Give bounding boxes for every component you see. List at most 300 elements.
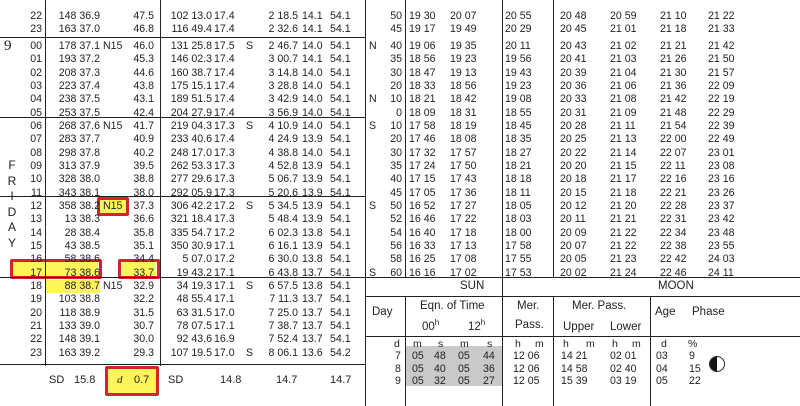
cell-t1: 16 40 [409, 226, 436, 239]
cell-ghm: 350 30.9 [170, 239, 212, 252]
unit-m1: m [413, 338, 422, 350]
cell-dec: 6 16.1 [268, 239, 298, 252]
daily-cell-day: 7 [395, 350, 401, 362]
cell-gha: 43 38.5 [64, 239, 100, 252]
cell-t1: 16 25 [409, 253, 436, 266]
cell-h: 22 [30, 10, 42, 22]
cell-hp: 54.1 [330, 333, 351, 346]
cell-v: 17.1 [214, 239, 235, 252]
cell-m1: 20 31 [560, 106, 587, 119]
daily-cell-day: 8 [395, 362, 401, 375]
cell-m2: 21 15 [610, 159, 637, 172]
cell-ghm: 92 43.6 [176, 333, 212, 346]
sd-sun-value: 15.8 [74, 374, 96, 386]
cell-ghm: 306 42.2 [170, 200, 212, 212]
cell-dec: 6 43.8 [268, 266, 298, 279]
cell-t3: 18 27 [505, 146, 532, 159]
daily-cell-age: 03 [656, 350, 668, 362]
cell-v: 17.4 [214, 23, 235, 36]
cell-ghm: 48 55.4 [176, 293, 212, 306]
cell-m1: 20 18 [560, 173, 587, 186]
cell-s: S [246, 120, 254, 132]
cell-h: 16 [30, 253, 42, 266]
hour-row [0, 53, 800, 67]
cell-m3: 22 38 [660, 239, 687, 252]
cell-m4: 23 16 [708, 173, 735, 186]
daily-cell-e0m: 05 [412, 362, 424, 375]
cell-v: 17.0 [214, 306, 235, 319]
cell-ghm: 262 53.3 [170, 159, 212, 172]
cell-dec: 2 46.7 [268, 40, 298, 52]
cell-t3: 19 23 [505, 79, 532, 92]
cell-h: 09 [30, 159, 42, 172]
cell-m4: 23 08 [708, 159, 735, 172]
cell-m4: 24 03 [708, 253, 735, 266]
cell-hp: 54.1 [330, 306, 351, 319]
cell-hp: 54.1 [330, 66, 351, 79]
cell-d: 30.7 [133, 319, 154, 332]
cell-m2: 21 04 [610, 66, 637, 79]
cell-t3: 19 56 [505, 53, 532, 66]
cell-h: 04 [30, 93, 42, 106]
cell-t1: 19 06 [409, 40, 436, 52]
cell-gha: 313 37.9 [58, 159, 100, 172]
cell-t2: 19 13 [450, 66, 477, 79]
cell-m4: 21 50 [708, 53, 735, 66]
cell-dd: 13.9 [302, 173, 323, 186]
cell-dec: 6 30.0 [268, 253, 298, 266]
cell-m3: 21 26 [660, 53, 687, 66]
cell-s: S [246, 40, 254, 52]
cell-v: 17.3 [214, 120, 235, 132]
cell-m3: 21 18 [660, 23, 687, 36]
unit-day: d [394, 338, 400, 350]
cell-v: 17.0 [214, 346, 235, 359]
cell-m1: 20 43 [560, 40, 587, 52]
hour-row [0, 267, 800, 281]
cell-ghm: 233 40.6 [170, 133, 212, 146]
cell-d: 45.3 [133, 53, 154, 66]
cell-t1: 17 24 [409, 159, 436, 172]
cell-hp: 54.1 [330, 120, 351, 132]
cell-m2: 21 06 [610, 79, 637, 92]
day-header: Day [372, 306, 393, 318]
cell-gha: 298 37.8 [58, 146, 100, 159]
cell-ghm: 5 07.0 [182, 253, 212, 266]
cell-v: 17.1 [214, 319, 235, 332]
hour-row [0, 40, 800, 54]
cell-t2: 17 13 [450, 239, 477, 252]
cell-lat: 56 [390, 239, 402, 252]
cell-ghm: 78 07.5 [176, 319, 212, 332]
cell-m2: 21 22 [610, 239, 637, 252]
cell-ghm: 19 43.2 [176, 266, 212, 279]
cell-dec: 8 06.1 [268, 346, 298, 359]
cell-lat: 30 [390, 66, 402, 79]
cell-hp: 54.1 [330, 186, 351, 199]
cell-d: 47.5 [133, 10, 154, 22]
cell-hp: 54.1 [330, 53, 351, 66]
unit-m3: m [535, 338, 544, 350]
cell-dd: 14.1 [302, 23, 323, 36]
cell-dec: 4 10.9 [268, 120, 298, 132]
cell-h: 21 [30, 319, 42, 332]
cell-t1: 19 17 [409, 23, 436, 36]
cell-d: 43.8 [133, 79, 154, 92]
hour-row [0, 240, 800, 254]
cell-t2: 17 08 [450, 253, 477, 266]
cell-h: 02 [30, 66, 42, 79]
cell-lat: 52 [390, 213, 402, 226]
upper-header: Upper [563, 321, 595, 333]
cell-m1: 20 33 [560, 93, 587, 106]
cell-d: 36.6 [133, 213, 154, 226]
cell-m2: 21 17 [610, 173, 637, 186]
hour-row [0, 107, 800, 121]
cell-d: 40.9 [133, 133, 154, 146]
cell-d: 32.9 [133, 280, 154, 292]
cell-ghm: 160 38.7 [170, 66, 212, 79]
hour-row [0, 253, 800, 267]
sd-label: SD [49, 374, 65, 386]
cell-gha: 178 37.1 [58, 40, 100, 52]
cell-dec: 6 57.5 [268, 280, 298, 292]
daily-cell-lo: 02 01 [610, 350, 637, 362]
age-header: Age [655, 306, 676, 318]
cell-dd: 13.9 [302, 186, 323, 199]
daily-cell-lo: 03 19 [610, 375, 637, 387]
cell-gha: 238 37.5 [58, 93, 100, 106]
cell-m1: 20 25 [560, 133, 587, 146]
cell-d: 38.8 [133, 173, 154, 186]
cell-m4: 23 01 [708, 146, 735, 159]
daily-cell-e12m: 05 [458, 362, 470, 375]
cell-lat: 40 [390, 173, 402, 186]
cell-t3: 20 11 [505, 40, 531, 52]
cell-v: 17.2 [214, 200, 235, 212]
cell-dec: 5 06.7 [268, 173, 298, 186]
sd-moon-2: 14.7 [276, 374, 298, 386]
cell-gha: 148 39.1 [58, 333, 100, 346]
daily-cell-e0s: 32 [434, 375, 446, 387]
cell-t3: 18 03 [505, 213, 532, 226]
cell-m1: 20 09 [560, 226, 587, 239]
cell-dd: 14.0 [302, 93, 323, 106]
cell-ghm: 107 19.5 [170, 346, 212, 359]
cell-ghm: 116 49.4 [171, 23, 212, 36]
cell-d: 39.5 [133, 159, 154, 172]
cell-m4: 21 22 [708, 10, 735, 22]
daily-cell-mer: 12 05 [513, 375, 540, 387]
cell-m3: 22 00 [660, 133, 687, 146]
cell-h: 14 [30, 226, 42, 239]
daily-cell-lo: 02 40 [610, 362, 637, 375]
hour-row [0, 67, 800, 81]
unit-h3: h [612, 338, 618, 350]
cell-dd: 13.8 [302, 226, 323, 239]
cell-v: 17.5 [214, 40, 235, 52]
cell-m4: 23 48 [708, 226, 735, 239]
moon-mer-pass-header: Mer. Pass. [572, 300, 627, 312]
cell-t2: 17 22 [450, 213, 477, 226]
daily-cell-up: 14 58 [561, 362, 588, 375]
hour-row [0, 293, 800, 307]
cell-v: 17.4 [214, 66, 235, 79]
cell-t3: 17 55 [505, 253, 532, 266]
cell-t3: 18 18 [505, 173, 532, 186]
cell-m3: 22 07 [660, 146, 687, 159]
cell-dec: 3 00.7 [268, 53, 298, 66]
cell-m3: 21 10 [660, 10, 687, 22]
cell-lat: 10 [390, 93, 402, 106]
cell-hp: 54.1 [330, 200, 351, 212]
cell-t2: 17 36 [450, 186, 477, 199]
cell-lat: 50 [390, 200, 402, 212]
hour-row [0, 213, 800, 227]
cell-m1: 20 39 [560, 66, 587, 79]
cell-dd: 13.8 [302, 253, 323, 266]
cell-dec: 3 28.8 [268, 79, 298, 92]
cell-dd: 13.9 [302, 213, 323, 226]
cell-lat: 50 [390, 10, 402, 22]
hour-row [0, 80, 800, 94]
cell-t1: 18 47 [409, 66, 436, 79]
cell-lat: 45 [390, 23, 402, 36]
cell-lat: 35 [390, 159, 402, 172]
cell-v: 17.4 [214, 10, 235, 22]
cell-m3: 22 31 [660, 213, 687, 226]
cell-dec: 2 18.5 [268, 10, 298, 22]
cell-t1: 17 05 [409, 186, 436, 199]
cell-dec: 2 32.6 [268, 23, 298, 36]
cell-h: 13 [30, 213, 42, 226]
d-label: d [117, 374, 123, 386]
lower-header: Lower [610, 321, 642, 333]
cell-t3: 18 45 [505, 120, 532, 132]
cell-n: N15 [103, 200, 123, 212]
cell-dec: 6 02.3 [268, 226, 298, 239]
daily-cell-up: 14 21 [561, 350, 588, 362]
cell-v: 17.4 [214, 93, 235, 106]
cell-t2: 20 07 [450, 10, 477, 22]
cell-lat: 0 [396, 106, 402, 119]
cell-ghm: 292 05.9 [170, 186, 212, 199]
cell-m1: 20 45 [560, 23, 587, 36]
cell-m4: 22 09 [708, 79, 735, 92]
cell-hp: 54.1 [330, 173, 351, 186]
cell-dd: 14.0 [302, 146, 323, 159]
cell-m1: 20 12 [560, 200, 587, 212]
cell-ghm: 175 15.1 [170, 79, 212, 92]
cell-gha: 268 37.6 [58, 120, 100, 132]
cell-m1: 20 22 [560, 146, 587, 159]
cell-d: 42.4 [133, 106, 154, 119]
cell-dd: 14.0 [302, 66, 323, 79]
cell-t2: 19 23 [450, 53, 477, 66]
cell-dd: 14.0 [302, 40, 323, 52]
cell-t3: 18 00 [505, 226, 532, 239]
phase-header: Phase [692, 306, 725, 318]
daily-cell-e12s: 44 [483, 350, 495, 362]
cell-h: 01 [30, 53, 42, 66]
unit-h2: h [563, 338, 569, 350]
cell-t2: 18 19 [450, 120, 477, 132]
unit-m2: m [460, 338, 469, 350]
cell-m2: 21 02 [610, 40, 637, 52]
cell-h: 06 [30, 120, 42, 132]
cell-m4: 22 49 [708, 133, 735, 146]
cell-v: 17.3 [214, 159, 235, 172]
cell-dd: 13.7 [302, 333, 323, 346]
hour-row [0, 10, 800, 24]
cell-t3: 18 11 [505, 186, 531, 199]
cell-h: 10 [30, 173, 42, 186]
cell-m1: 20 41 [560, 53, 587, 66]
cell-t3: 18 21 [505, 159, 532, 172]
cell-hp: 54.1 [330, 280, 351, 292]
cell-h: 07 [30, 133, 42, 146]
cell-lp: S [369, 200, 377, 212]
cell-gha: 283 37.7 [58, 133, 100, 146]
cell-t3: 18 55 [505, 106, 532, 119]
cell-d: 32.2 [133, 293, 154, 306]
cell-ghm: 34 19.3 [176, 280, 212, 292]
cell-hp: 54.1 [330, 79, 351, 92]
cell-lp: N [369, 40, 377, 52]
cell-v: 17.1 [214, 293, 235, 306]
cell-v: 17.1 [214, 280, 235, 292]
cell-lat: 10 [390, 120, 402, 132]
cell-h: 15 [30, 239, 42, 252]
hour-row [0, 93, 800, 107]
cell-n: N15 [103, 40, 123, 52]
cell-v: 17.4 [214, 53, 235, 66]
day-letter: A [7, 220, 16, 234]
sd-moon-1: 14.8 [220, 374, 242, 386]
day-number: 9 [4, 38, 12, 54]
cell-t2: 17 50 [450, 159, 477, 172]
cell-h: 03 [30, 79, 42, 92]
hour-row [0, 307, 800, 321]
cell-m4: 22 19 [708, 93, 735, 106]
cell-v: 16.9 [214, 333, 235, 346]
cell-v: 17.1 [214, 266, 235, 279]
cell-n: N15 [103, 280, 123, 292]
cell-gha: 148 36.9 [58, 10, 100, 22]
cell-t2: 18 56 [450, 79, 477, 92]
cell-dec: 7 52.4 [268, 333, 298, 346]
cell-v: 17.4 [214, 106, 235, 119]
cell-m4: 22 39 [708, 120, 735, 132]
hour-row [0, 333, 800, 347]
cell-t1: 16 33 [409, 239, 436, 252]
cell-t1: 16 46 [409, 213, 436, 226]
cell-m2: 21 11 [610, 120, 636, 132]
cell-hp: 54.1 [330, 239, 351, 252]
cell-dec: 3 42.9 [268, 93, 298, 106]
cell-t3: 17 58 [505, 239, 532, 252]
daily-cell-pct: 9 [689, 350, 695, 362]
cell-dec: 3 56.9 [268, 106, 298, 119]
cell-h: 00 [30, 40, 42, 52]
hour-row [0, 187, 800, 201]
hour-row [0, 23, 800, 37]
daily-cell-age: 04 [656, 362, 668, 375]
rule-h5 [0, 364, 365, 365]
cell-hp: 54.1 [330, 10, 351, 22]
daily-cell-age: 05 [656, 375, 668, 387]
eqn-12h-header: 12$^h$ [468, 318, 486, 333]
cell-t1: 16 16 [409, 266, 436, 279]
cell-lat: 20 [390, 133, 402, 146]
cell-ghm: 219 04.3 [170, 120, 212, 132]
cell-dec: 5 20.6 [268, 186, 298, 199]
cell-t3: 20 55 [505, 10, 532, 22]
cell-ghm: 277 29.6 [170, 173, 212, 186]
cell-dd: 13.8 [302, 280, 323, 292]
cell-dec: 7 11.3 [269, 293, 298, 306]
cell-h: 18 [30, 280, 42, 292]
cell-h: 11 [31, 186, 42, 199]
sd-label-moon: SD [168, 374, 184, 386]
hour-row [0, 160, 800, 174]
cell-m1: 20 02 [560, 266, 587, 279]
hour-row [0, 200, 800, 214]
cell-t1: 18 09 [409, 106, 436, 119]
cell-hp: 54.1 [330, 106, 351, 119]
cell-m1: 20 05 [560, 253, 587, 266]
cell-hp: 54.1 [330, 266, 351, 279]
unit-m5: m [632, 338, 641, 350]
cell-m4: 22 29 [708, 106, 735, 119]
hour-row [0, 133, 800, 147]
daily-cell-e0s: 48 [434, 350, 446, 362]
cell-m3: 22 42 [660, 253, 687, 266]
cell-t3: 20 29 [505, 23, 532, 36]
cell-m1: 20 28 [560, 120, 587, 132]
cell-v: 17.2 [214, 226, 235, 239]
cell-m1: 20 11 [560, 213, 586, 226]
cell-gha: 73 38.6 [64, 266, 100, 279]
cell-h: 08 [30, 146, 42, 159]
cell-h: 19 [30, 293, 42, 306]
cell-d: 33.7 [133, 266, 154, 279]
cell-hp: 54.1 [330, 133, 351, 146]
cell-m3: 22 34 [660, 226, 687, 239]
cell-hp: 54.1 [330, 23, 351, 36]
cell-m3: 21 36 [660, 79, 687, 92]
cell-s: S [246, 280, 254, 292]
cell-t1: 18 56 [409, 53, 436, 66]
rule-h1 [0, 37, 365, 38]
cell-m2: 21 23 [610, 253, 637, 266]
cell-hp: 54.1 [330, 40, 351, 52]
daily-cell-e12m: 05 [458, 375, 470, 387]
unit-h1: h [515, 338, 521, 350]
cell-dec: 3 14.8 [268, 66, 298, 79]
cell-d: 37.3 [133, 200, 154, 212]
hour-row [0, 320, 800, 334]
cell-d: 41.7 [133, 120, 154, 132]
hour-row [0, 173, 800, 187]
cell-v: 17.4 [214, 79, 235, 92]
cell-ghm: 131 25.8 [170, 40, 212, 52]
cell-lat: 58 [390, 253, 402, 266]
cell-dd: 14.1 [302, 10, 323, 22]
cell-gha: 133 39.0 [58, 319, 100, 332]
cell-t1: 17 32 [409, 146, 436, 159]
cell-t2: 17 02 [450, 266, 477, 279]
